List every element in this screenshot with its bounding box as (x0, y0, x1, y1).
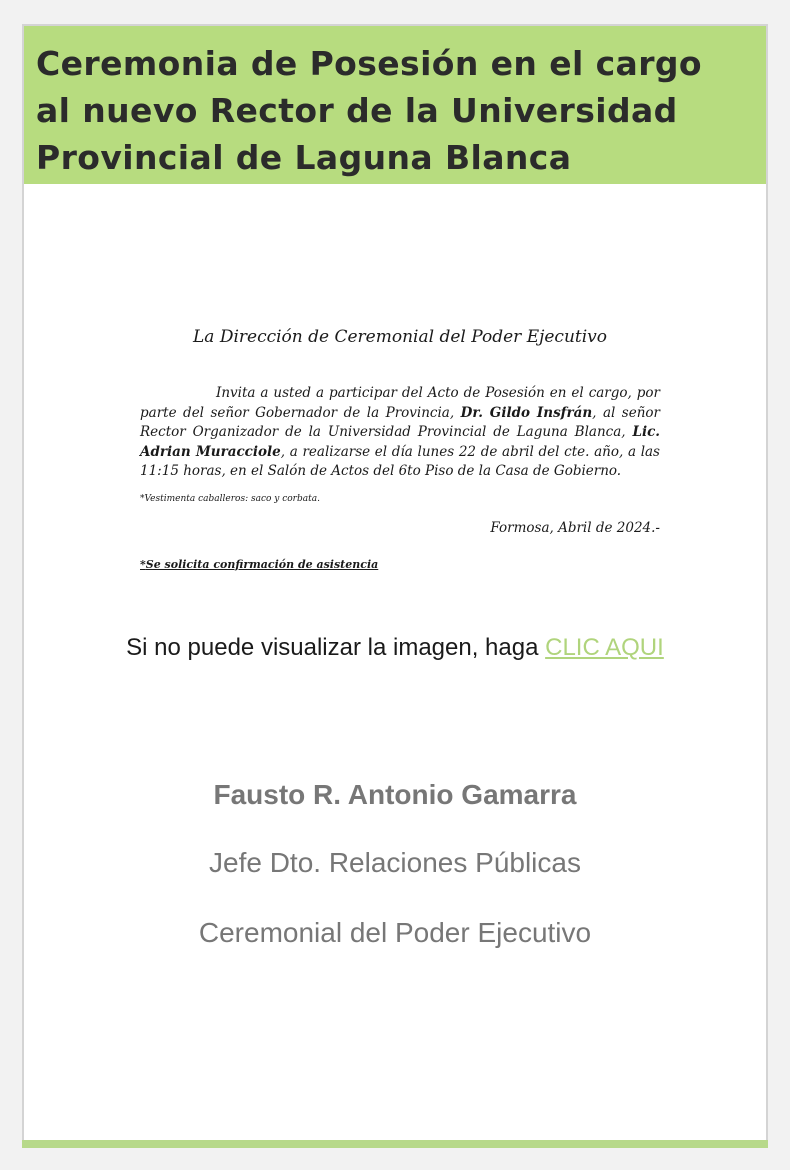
fallback-message (24, 633, 766, 663)
header-banner (24, 26, 766, 184)
invitation-heading: La Dirección de Ceremonial del Poder Ejecutivo (192, 327, 608, 347)
signature-name: Fausto R. Antonio Gamarra (213, 779, 577, 810)
signature-department: Ceremonial del Poder Ejecutivo (198, 917, 592, 948)
invitation-image (140, 326, 660, 571)
invitation-body (140, 384, 660, 482)
fallback-text: Si no puede visualizar la imagen, haga (126, 634, 546, 661)
signature-role: Jefe Dto. Relaciones Públicas (209, 847, 581, 878)
confirmation-text: Se solicita confirmación de asistencia (145, 557, 379, 571)
invitation-body-part2: , al señor Rector Organizador de la Universidad Provincial de Laguna Blanca, (140, 404, 660, 440)
invitation-body-part1: Invita a usted a participar del Acto de Posesión en el cargo, por parte del señor Gobernador de la Provincia, (140, 385, 660, 421)
page-title: Ceremonia de Posesión en el cargo al nuevo Rector de la Universidad Provincial de Laguna Blanca (36, 44, 702, 177)
confirmation-request (140, 558, 660, 571)
click-here-link[interactable]: CLIC AQUI (545, 634, 664, 661)
invitation-body-part3: , a realizarse el día lunes 22 de abril del cte. año, a las 11:15 horas, en el Salón de Actos del 6to Piso de la Casa de Gobierno. (140, 443, 660, 479)
footer-bar (22, 1140, 768, 1148)
governor-name: Dr. Gildo Insfrán (460, 404, 593, 421)
email-card (22, 24, 768, 1146)
rector-name: Lic. Adrian Muracciole (140, 424, 660, 460)
confirmation-prefix: * (140, 557, 146, 571)
dress-code-note: *Vestimenta caballeros: saco y corbata. (140, 493, 320, 504)
place-date: Formosa, Abril de 2024.- (490, 519, 660, 536)
